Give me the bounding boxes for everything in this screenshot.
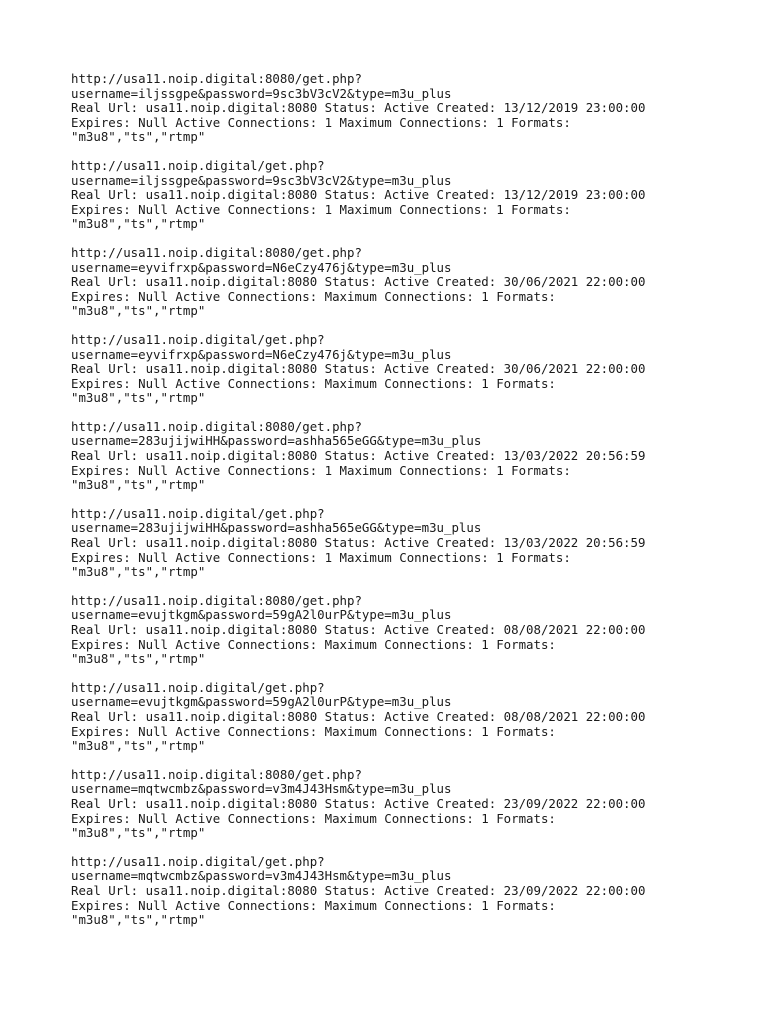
connections-line: Expires: Null Active Connections: 1 Maximum Connections: 1 Formats: (71, 114, 571, 130)
playlist-url-line: http://usa11.noip.digital:8080/get.php? (71, 244, 362, 260)
playlist-entry (71, 855, 731, 928)
formats-line: "m3u8","ts","rtmp" (71, 477, 206, 493)
server-status-line: Real Url: usa11.noip.digital:8080 Status: Active Created: 13/12/2019 23:00:00 (71, 187, 646, 203)
server-status-line: Real Url: usa11.noip.digital:8080 Status: Active Created: 23/09/2022 22:00:00 (71, 882, 646, 898)
credentials-line: username=evujtkgm&password=59gA2l0urP&type=m3u_plus (71, 694, 452, 710)
formats-line: "m3u8","ts","rtmp" (71, 129, 206, 145)
credentials-line: username=iljssgpe&password=9sc3bV3cV2&type=m3u_plus (71, 85, 452, 101)
credentials-line: username=mqtwcmbz&password=v3m4J43Hsm&type=m3u_plus (71, 868, 452, 884)
credentials-line: username=evujtkgm&password=59gA2l0urP&type=m3u_plus (71, 607, 452, 623)
formats-line: "m3u8","ts","rtmp" (71, 651, 206, 667)
playlist-url-line: http://usa11.noip.digital/get.php? (71, 505, 325, 521)
playlist-entry (71, 594, 731, 667)
connections-line: Expires: Null Active Connections: 1 Maximum Connections: 1 Formats: (71, 462, 571, 478)
formats-line: "m3u8","ts","rtmp" (71, 390, 206, 406)
server-status-line: Real Url: usa11.noip.digital:8080 Status: Active Created: 30/06/2021 22:00:00 (71, 361, 646, 377)
credentials-line: username=eyvifrxp&password=N6eCzy476j&type=m3u_plus (71, 346, 452, 362)
connections-line: Expires: Null Active Connections: Maximum Connections: 1 Formats: (71, 288, 556, 304)
playlist-entry (71, 768, 731, 841)
server-status-line: Real Url: usa11.noip.digital:8080 Status: Active Created: 13/12/2019 23:00:00 (71, 100, 646, 116)
playlist-entry (71, 681, 731, 754)
playlist-url-line: http://usa11.noip.digital:8080/get.php? (71, 766, 362, 782)
server-status-line: Real Url: usa11.noip.digital:8080 Status: Active Created: 08/08/2021 22:00:00 (71, 622, 646, 637)
connections-line: Expires: Null Active Connections: Maximum Connections: 1 Formats: (71, 897, 556, 913)
document-page (71, 72, 731, 942)
connections-line: Expires: Null Active Connections: 1 Maximum Connections: 1 Formats: (71, 201, 571, 217)
formats-line: "m3u8","ts","rtmp" (71, 216, 206, 232)
connections-line: Expires: Null Active Connections: Maximum Connections: 1 Formats: (71, 723, 556, 739)
connections-line: Expires: Null Active Connections: Maximum Connections: 1 Formats: (71, 375, 556, 391)
formats-line: "m3u8","ts","rtmp" (71, 564, 206, 580)
playlist-entry (71, 72, 731, 145)
playlist-entry (71, 507, 731, 580)
playlist-entry (71, 420, 731, 493)
playlist-url-line: http://usa11.noip.digital/get.php? (71, 157, 325, 173)
connections-line: Expires: Null Active Connections: Maximum Connections: 1 Formats: (71, 810, 556, 826)
server-status-line: Real Url: usa11.noip.digital:8080 Status: Active Created: 30/06/2021 22:00:00 (71, 274, 646, 290)
formats-line: "m3u8","ts","rtmp" (71, 912, 206, 928)
server-status-line: Real Url: usa11.noip.digital:8080 Status: Active Created: 23/09/2022 22:00:00 (71, 795, 646, 811)
playlist-entry (71, 246, 731, 319)
playlist-url-line: http://usa11.noip.digital/get.php? (71, 679, 325, 695)
formats-line: "m3u8","ts","rtmp" (71, 738, 206, 754)
server-status-line: Real Url: usa11.noip.digital:8080 Status: Active Created: 13/03/2022 20:56:59 (71, 535, 646, 551)
credentials-line: username=283ujijwiHH&password=ashha565eGG&type=m3u_plus (71, 433, 482, 449)
playlist-url-line: http://usa11.noip.digital:8080/get.php? (71, 71, 362, 86)
playlist-entry (71, 333, 731, 406)
playlist-url-line: http://usa11.noip.digital:8080/get.php? (71, 592, 362, 608)
connections-line: Expires: Null Active Connections: Maximum Connections: 1 Formats: (71, 636, 556, 652)
formats-line: "m3u8","ts","rtmp" (71, 303, 206, 319)
playlist-url-line: http://usa11.noip.digital/get.php? (71, 853, 325, 869)
formats-line: "m3u8","ts","rtmp" (71, 825, 206, 841)
credentials-line: username=eyvifrxp&password=N6eCzy476j&type=m3u_plus (71, 259, 452, 275)
credentials-line: username=mqtwcmbz&password=v3m4J43Hsm&type=m3u_plus (71, 781, 452, 797)
server-status-line: Real Url: usa11.noip.digital:8080 Status: Active Created: 08/08/2021 22:00:00 (71, 708, 646, 724)
playlist-entry (71, 159, 731, 232)
server-status-line: Real Url: usa11.noip.digital:8080 Status: Active Created: 13/03/2022 20:56:59 (71, 448, 646, 464)
credentials-line: username=283ujijwiHH&password=ashha565eGG&type=m3u_plus (71, 520, 482, 536)
playlist-url-line: http://usa11.noip.digital/get.php? (71, 331, 325, 347)
connections-line: Expires: Null Active Connections: 1 Maximum Connections: 1 Formats: (71, 549, 571, 565)
playlist-url-line: http://usa11.noip.digital:8080/get.php? (71, 418, 362, 434)
credentials-line: username=iljssgpe&password=9sc3bV3cV2&type=m3u_plus (71, 172, 452, 188)
